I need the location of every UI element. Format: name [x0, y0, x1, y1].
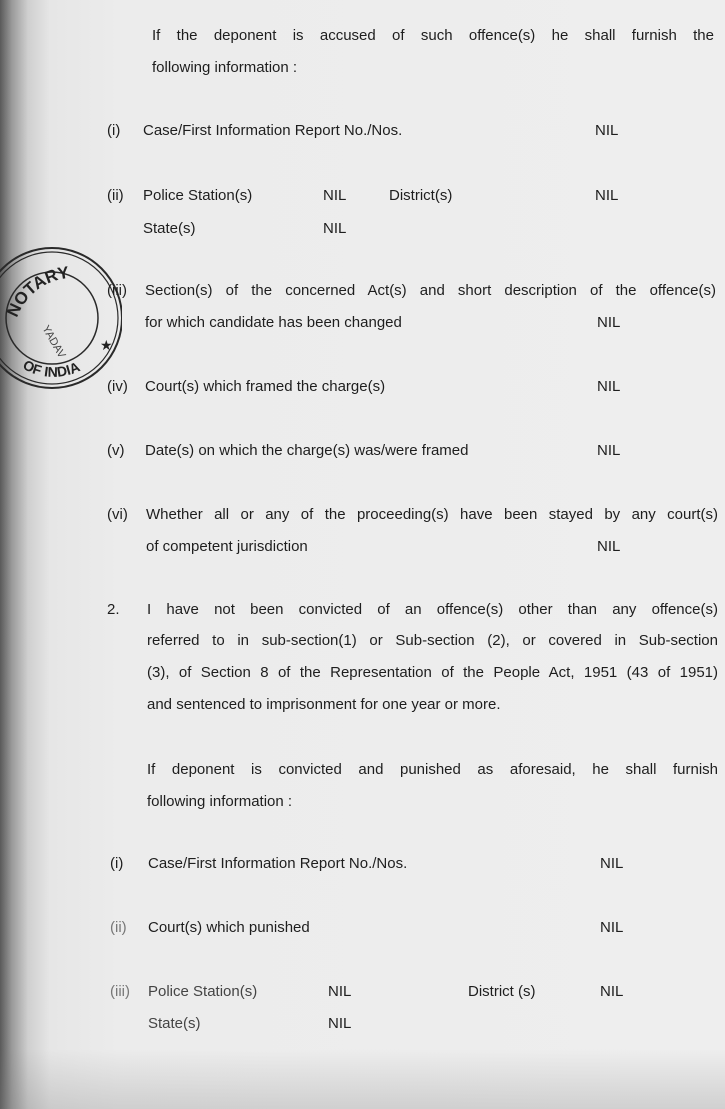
item-number: (iv): [107, 378, 128, 395]
item-label: Case/First Information Report No./Nos.: [148, 855, 408, 872]
item-number: (ii): [107, 187, 124, 204]
intro-line-1: If the deponent is accused of such offence(s) he shall furnish the: [152, 27, 714, 44]
item-value: NIL: [323, 187, 347, 204]
item-number: (i): [110, 855, 124, 872]
item-number: (ii): [110, 919, 127, 936]
item-label: Police Station(s): [148, 983, 258, 1000]
stamp-inner-text: YADAV: [39, 323, 68, 361]
item-number: (iii): [107, 282, 127, 299]
convicted-intro-line-2: following information :: [147, 793, 293, 810]
item-label-state: State(s): [148, 1015, 201, 1032]
item-value: NIL: [600, 919, 624, 936]
item-number: (vi): [107, 506, 128, 523]
item-value-state: NIL: [328, 1015, 352, 1032]
item-number: (i): [107, 122, 121, 139]
item-number: (v): [107, 442, 125, 459]
star-icon: ★: [100, 337, 113, 353]
paragraph-line: I have not been convicted of an offence(s) other than any offence(s): [147, 601, 718, 618]
convicted-intro-line-1: If deponent is convicted and punished as aforesaid, he shall furnish: [147, 761, 718, 778]
item-label-district: District(s): [389, 187, 453, 204]
item-label: Police Station(s): [143, 187, 253, 204]
stamp-top-text: NOTARY: [3, 262, 71, 320]
paragraph-number: 2.: [107, 601, 120, 618]
item-label: Court(s) which framed the charge(s): [145, 378, 386, 395]
item-number: (iii): [110, 983, 130, 1000]
item-label: Court(s) which punished: [148, 919, 310, 936]
item-value: NIL: [595, 122, 619, 139]
paragraph-line: and sentenced to imprisonment for one year or more.: [147, 696, 501, 713]
item-label: Date(s) on which the charge(s) was/were framed: [145, 442, 469, 459]
stamp-bottom-text: OF INDIA: [20, 356, 83, 380]
item-value: NIL: [328, 983, 352, 1000]
item-label: Case/First Information Report No./Nos.: [143, 122, 403, 139]
item-label-line-2: for which candidate has been changed: [145, 314, 402, 331]
paragraph-line: referred to in sub-section(1) or Sub-section (2), or covered in Sub-section: [147, 632, 718, 649]
item-value-district: NIL: [595, 187, 619, 204]
item-label-line-1: Section(s) of the concerned Act(s) and short description of the offence(s): [145, 282, 716, 299]
item-label-line-1: Whether all or any of the proceeding(s) have been stayed by any court(s): [146, 506, 718, 523]
item-value: NIL: [597, 442, 621, 459]
item-value: NIL: [597, 314, 621, 331]
intro-line-2: following information :: [152, 59, 298, 76]
item-value: NIL: [597, 378, 621, 395]
item-value-district: NIL: [600, 983, 624, 1000]
item-label-district: District (s): [468, 983, 536, 1000]
item-label-line-2: of competent jurisdiction: [146, 538, 308, 555]
item-label-state: State(s): [143, 220, 196, 237]
paragraph-line: (3), of Section 8 of the Representation of the People Act, 1951 (43 of 1951): [147, 664, 718, 681]
item-value: NIL: [597, 538, 621, 555]
item-value: NIL: [600, 855, 624, 872]
scan-shadow: [0, 1049, 725, 1109]
notary-stamp: [0, 228, 122, 408]
item-value-state: NIL: [323, 220, 347, 237]
